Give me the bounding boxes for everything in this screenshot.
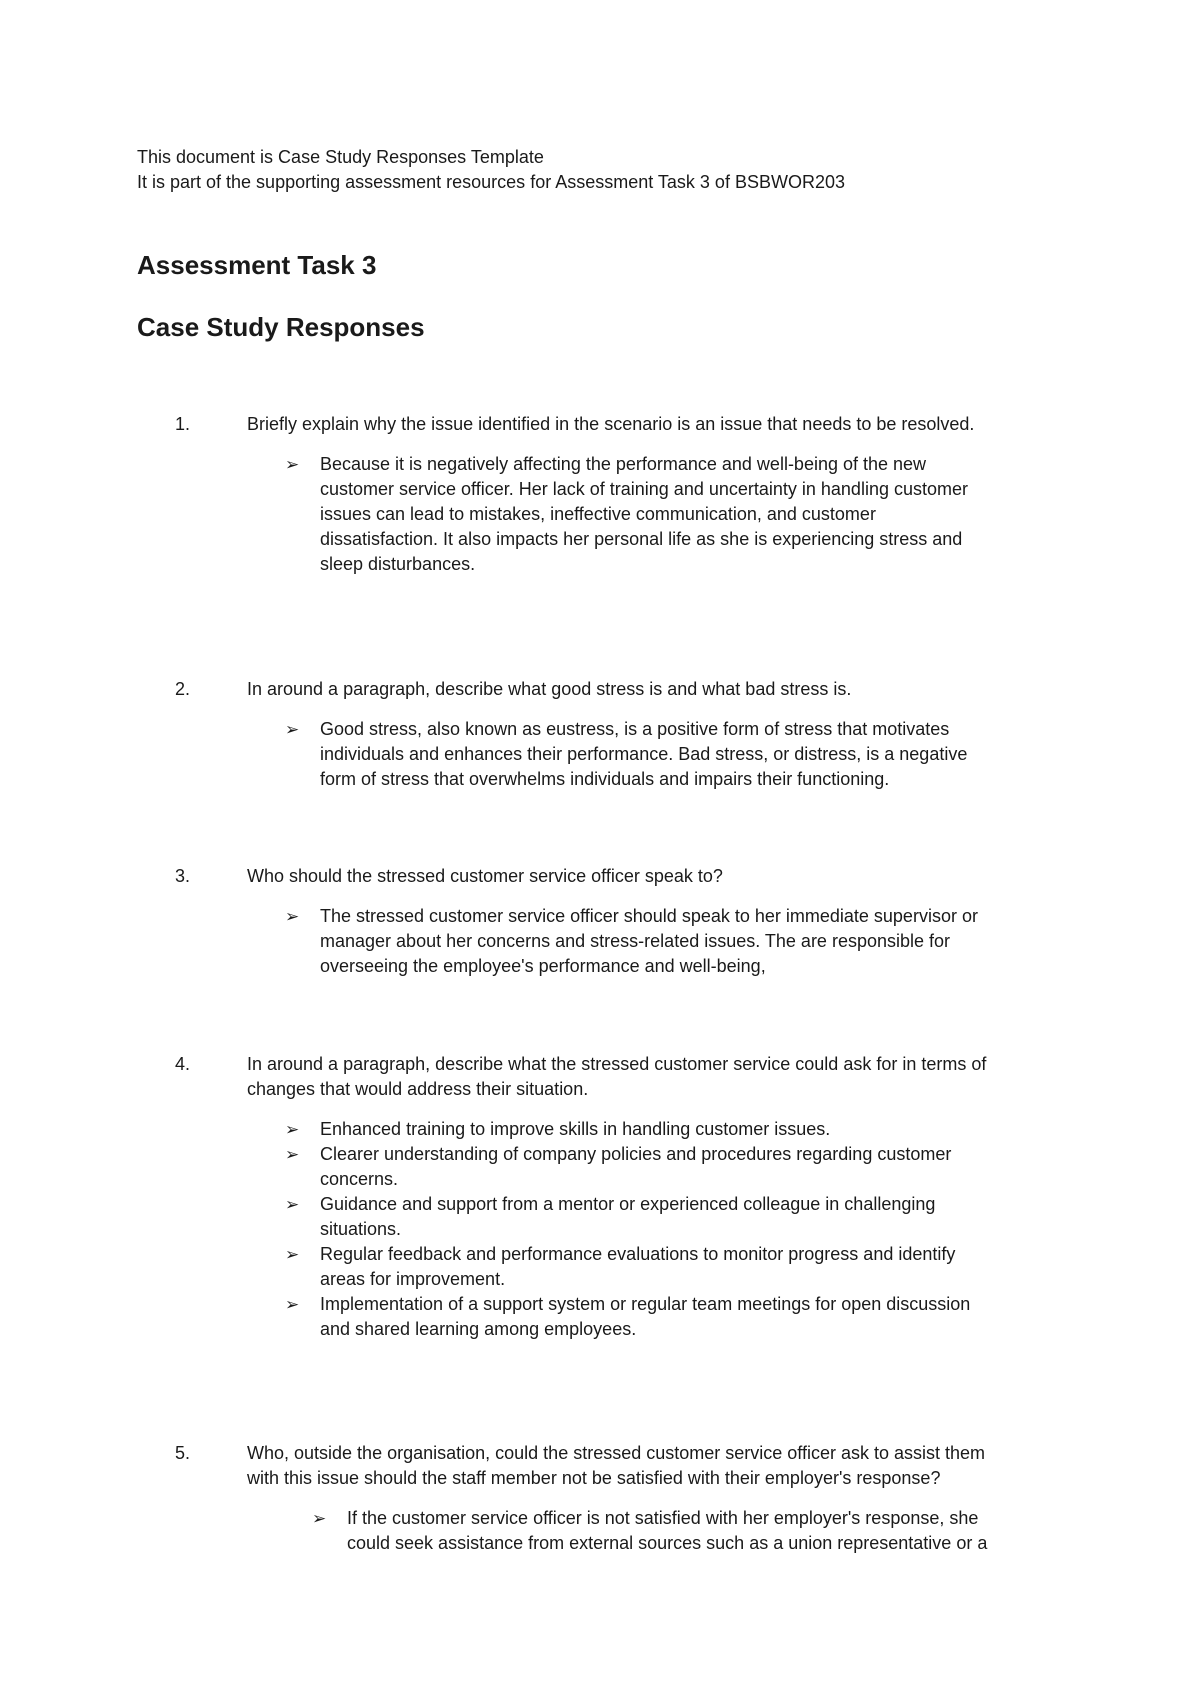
answer-text-line: individuals and enhances their performance. Bad stress, or distress, is a negative [320,744,968,764]
question-text-line: Who, outside the organisation, could the stressed customer service officer ask to assist them [247,1443,986,1463]
answer-text-line: The stressed customer service officer should speak to her immediate supervisor or [320,906,978,926]
answer-text-line: Good stress, also known as eustress, is a positive form of stress that motivates [320,719,950,739]
answer-text-line: dissatisfaction. It also impacts her personal life as she is experiencing stress and [320,529,963,549]
answer-list [0,1506,1200,1556]
answer-bullet-item [0,1292,1200,1342]
intro-line-1: This document is Case Study Responses Template [137,147,544,167]
arrow-bullet-icon: ➢ [285,1245,300,1264]
answer-text-line: could seek assistance from external sources such as a union representative or a [347,1533,988,1553]
arrow-bullet-icon: ➢ [285,720,300,739]
answer-bullet-item [0,1506,1200,1556]
question-text-line: In around a paragraph, describe what the stressed customer service could ask for in terms of [247,1054,987,1074]
answer-text-line: Regular feedback and performance evaluations to monitor progress and identify [320,1244,956,1264]
answer-text-line: form of stress that overwhelms individuals and impairs their functioning. [320,769,890,789]
question-number: 2. [175,679,191,699]
arrow-bullet-icon: ➢ [285,907,300,926]
answer-text-line: situations. [320,1219,402,1239]
answer-text [320,1192,1200,1242]
answer-bullet-item [0,1242,1200,1292]
answer-bullet-item [0,1142,1200,1192]
question-number: 4. [175,1054,191,1074]
case-study-responses-heading: Case Study Responses [137,312,425,342]
answer-text-line: Clearer understanding of company policies and procedures regarding customer [320,1144,952,1164]
question-text-line: In around a paragraph, describe what good stress is and what bad stress is. [247,679,852,699]
answer-text-line: manager about her concerns and stress-related issues. The are responsible for [320,931,951,951]
arrow-bullet-icon: ➢ [312,1509,327,1528]
question-text [247,412,1087,437]
question-text [247,677,1087,702]
arrow-bullet-icon: ➢ [285,1145,300,1164]
arrow-bullet-icon: ➢ [285,1120,300,1139]
intro-line-2: It is part of the supporting assessment resources for Assessment Task 3 of BSBWOR203 [137,172,845,192]
answer-text-line: Because it is negatively affecting the performance and well-being of the new [320,454,927,474]
answer-text-line: Implementation of a support system or regular team meetings for open discussion [320,1294,971,1314]
question-number: 1. [175,414,191,434]
answer-text-line: Guidance and support from a mentor or experienced colleague in challenging [320,1194,936,1214]
answer-text-line: and shared learning among employees. [320,1319,637,1339]
question-text [247,864,1087,889]
answer-text-line: issues can lead to mistakes, ineffective communication, and customer [320,504,876,524]
question-text-line: Briefly explain why the issue identified in the scenario is an issue that needs to be resolved. [247,414,975,434]
answer-bullet-item [0,717,1200,792]
answer-bullet-item [0,452,1200,577]
answer-text-line: sleep disturbances. [320,554,476,574]
answer-text-line: Enhanced training to improve skills in handling customer issues. [320,1119,831,1139]
answer-text-line: If the customer service officer is not satisfied with her employer's response, she [347,1508,979,1528]
answer-text [320,1292,1200,1342]
arrow-bullet-icon: ➢ [285,455,300,474]
question-text-line: Who should the stressed customer service officer speak to? [247,866,723,886]
answer-list [0,717,1200,792]
question-number: 5. [175,1443,191,1463]
question-text-line: changes that would address their situation. [247,1079,589,1099]
answer-text-line: customer service officer. Her lack of training and uncertainty in handling customer [320,479,968,499]
answer-text [320,452,1200,577]
question-text [247,1441,1087,1491]
question-text [247,1052,1087,1102]
assessment-task-heading: Assessment Task 3 [137,250,377,280]
answer-text-line: areas for improvement. [320,1269,506,1289]
answer-text-line: concerns. [320,1169,399,1189]
intro-block [137,145,1097,195]
question-number: 3. [175,866,191,886]
arrow-bullet-icon: ➢ [285,1295,300,1314]
answer-bullet-item [0,904,1200,979]
answer-text [320,1142,1200,1192]
answer-text [320,1117,1200,1142]
answer-text [347,1506,1200,1556]
answer-text [320,1242,1200,1292]
question-text-line: with this issue should the staff member not be satisfied with their employer's response? [247,1468,941,1488]
answer-bullet-item [0,1192,1200,1242]
answer-text-line: overseeing the employee's performance and well-being, [320,956,766,976]
arrow-bullet-icon: ➢ [285,1195,300,1214]
answer-bullet-item [0,1117,1200,1142]
answer-text [320,717,1200,792]
answer-text [320,904,1200,979]
answer-list [0,452,1200,577]
answer-list [0,904,1200,979]
answer-list [0,1117,1200,1342]
